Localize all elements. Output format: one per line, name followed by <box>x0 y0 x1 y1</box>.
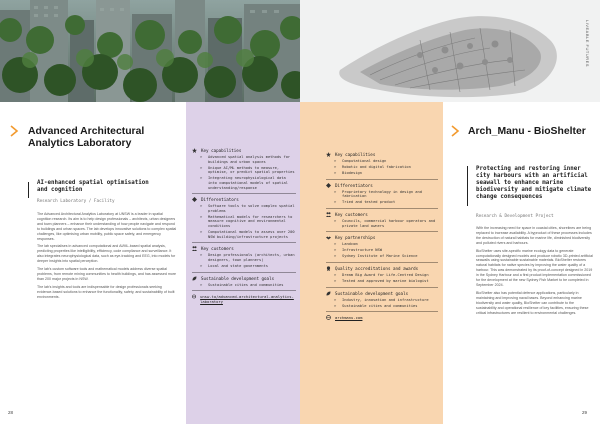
list-item: > Dream Big Award for Life-Centred Design <box>334 273 429 278</box>
list-item: > Local and state governments <box>200 264 268 268</box>
body-paragraph: The lab specialises in advanced computational and AI/ML-based spatial analysis, predicting properties like intelligibility, efficiency, code compliance and surveillance. It also integrates neurophysiological data, such as eye-tracking and EEG, into models for deeper insights into spatial perception. <box>37 244 176 264</box>
diamond-icon <box>192 197 197 202</box>
chevron-right-icon <box>451 125 460 137</box>
list-item: > Unique AI/ML methods to measure, optimise, or predict spatial properties <box>200 165 295 175</box>
left-page-subtitle: AI-enhanced spatial optimisation and cognition <box>37 180 149 193</box>
lab-weblink[interactable] <box>192 294 296 304</box>
body-paragraph: With the increasing need for space in coastal cities, shorelines are being replaced to increase availability. A byproduct of these processes includes the destruction of natural habitats for marine life, diminished biodiversity and polluted rivers and harbours. <box>476 226 592 245</box>
section-divider <box>192 272 296 273</box>
list-item: > Landcom <box>334 242 358 247</box>
list-item: > Industry, innovation and infrastructure <box>334 297 429 302</box>
right-page-category: Research & Development Project <box>476 214 554 219</box>
section-divider <box>192 290 296 291</box>
handshake-icon <box>326 235 331 240</box>
list-item: > Sydney Institute of Marine Science <box>334 254 418 259</box>
section-heading-differentiators <box>326 183 438 188</box>
section-divider <box>326 262 438 263</box>
star-icon <box>192 148 197 153</box>
section-heading-label: Key customers <box>201 246 234 252</box>
list-item: > Mathematical models for researchers to measure cognitive and environmental conditions <box>200 214 293 229</box>
people-icon <box>326 212 331 217</box>
chevron-right-icon <box>10 125 19 137</box>
left-capabilities-panel <box>192 148 296 304</box>
leaf-icon <box>192 276 197 281</box>
section-heading-label: Key capabilities <box>201 148 242 153</box>
section-heading-label: Sustainable development goals <box>201 275 275 281</box>
bioshelter-structure-photo <box>300 0 600 102</box>
list-item: > Robotic and digital fabrication <box>334 165 411 170</box>
subtitle-bar <box>28 182 29 198</box>
right-page-subtitle: Protecting and restoring inner city harbours with an artificial seawall to enhance marine biodiversity and mitigate climate change consequences <box>476 166 592 200</box>
section-divider <box>192 193 296 194</box>
section-heading-key-capabilities <box>326 152 438 157</box>
section-side-label: LIVEABLE FUTURES <box>585 20 590 67</box>
section-heading-label: Sustainable development goals <box>335 290 409 296</box>
list-item: > Proprietary technology in design and fabrication <box>334 189 422 199</box>
diamond-icon <box>326 183 331 188</box>
section-divider <box>326 311 438 312</box>
body-paragraph: BioShelter also has potential defence applications, particularly in maintaining and improving naval bases. Beyond enhancing marine biodiversity and water quality, BioShelter can contribute to the sustainability and operational resilience of key facilities, ensuring these critical infrastructures are resilient to environmental challenges. <box>476 290 589 315</box>
body-paragraph: The lab's insights and tools are indispensable for design professionals seeking evidence-based solutions to enhance the functionality, safety, and sustainability of built environments. <box>37 284 175 299</box>
list-item: > Integrating neurophysiological data into computational models of spatial understanding/response <box>200 176 288 190</box>
section-heading-sdg <box>192 276 296 281</box>
project-weblink-text[interactable]: archmanu.com <box>335 315 363 321</box>
city-greenery-photo <box>0 0 300 102</box>
list-item: > Tested and approved by marine biologist <box>334 279 429 284</box>
list-item: > Computational design <box>334 159 387 163</box>
page-number-left: 28 <box>8 410 14 415</box>
section-heading-label: Differentiators <box>335 182 373 188</box>
left-page-body <box>37 212 177 303</box>
right-page-body <box>476 226 594 318</box>
section-divider <box>326 231 438 232</box>
list-item: > Computational models to assess over 200 NSW building/infrastructure projects <box>200 230 295 239</box>
section-divider <box>326 208 438 209</box>
section-heading-key-capabilities <box>192 148 296 153</box>
body-paragraph: BioShelter uses site-specific marine ecology data to generate computationally designed models and produce robotic 3D-printed artificial seawalls using sustainable sustainable materials. BioShelter restores natural habitats for native species by improving the water quality of a harbour. This was demonstrated by its proof-of-concept designed in 2019 in the Sydney Harbour and a first product implementation commissioned for the development at the new Sydney Fish Market to be completed in September 2024. <box>476 248 593 287</box>
section-divider <box>192 242 296 243</box>
page-number-right: 29 <box>582 410 588 415</box>
section-heading-key-customers <box>326 212 438 217</box>
body-paragraph: The Advanced Architectural Analytics Laboratory at UNSW is a leader in spatial cognition research. Its aim is to help design professionals – architects, urban designers and town planners – enhance their understanding of how people navigate and respond to buildings and urban spaces. The lab develops innovative solutions to complex spatial challenges, like optimising urban mobility, public space safety, and emergency responses. <box>37 212 177 241</box>
section-heading-awards <box>326 266 438 271</box>
section-heading-sdg <box>326 291 438 296</box>
lab-weblink-text[interactable]: unsw.to/advanced-architectural-analytics-laboratory <box>200 294 294 305</box>
section-heading-label: Key capabilities <box>335 152 376 157</box>
section-heading-label: Key partnerships <box>335 235 376 241</box>
subtitle-bar <box>467 166 468 206</box>
list-item: > Software tools to solve complex spatial problems <box>200 204 295 213</box>
link-icon <box>326 315 331 320</box>
people-icon <box>192 246 197 251</box>
list-item: > Sustainable cities and communities <box>200 282 284 287</box>
right-page-title: Arch_Manu - BioShelter <box>468 126 586 137</box>
right-capabilities-panel <box>326 152 438 320</box>
body-paragraph: The lab's custom software tools and mathematical models address diverse spatial problems, from remote mining communities to health buildings, and has assessed more than 200 major projects in NSW. <box>37 267 177 281</box>
list-item: > Biodesign <box>334 171 362 176</box>
section-heading-key-partnerships <box>326 235 438 240</box>
list-item: > Design professionals (architects, urban designers, town planners) <box>200 253 295 262</box>
leaf-icon <box>326 291 331 296</box>
section-divider <box>326 287 438 288</box>
award-icon <box>326 266 331 271</box>
project-weblink[interactable] <box>326 315 438 320</box>
section-heading-key-customers <box>192 246 296 251</box>
section-heading-label: Key customers <box>335 212 368 218</box>
link-icon <box>192 294 196 299</box>
left-page-title: Advanced Architectural Analytics Laboratory <box>28 126 145 149</box>
star-icon <box>326 152 331 157</box>
section-divider <box>326 179 438 180</box>
list-item: > Advanced spatial analysis methods for buildings and urban spaces <box>200 155 291 164</box>
section-heading-differentiators <box>192 197 296 202</box>
section-heading-label: Differentiators <box>201 197 239 203</box>
list-item: > Sustainable cities and communities <box>334 303 418 308</box>
left-page-category: Research Laboratory / Facility <box>37 199 115 204</box>
section-heading-label: Quality accreditations and awards <box>335 266 419 272</box>
list-item: > Tried and tested product <box>334 200 396 205</box>
list-item: > Councils, commercial harbour operators and private land owners <box>334 219 436 228</box>
list-item: > Infrastructure NSW <box>334 248 382 253</box>
